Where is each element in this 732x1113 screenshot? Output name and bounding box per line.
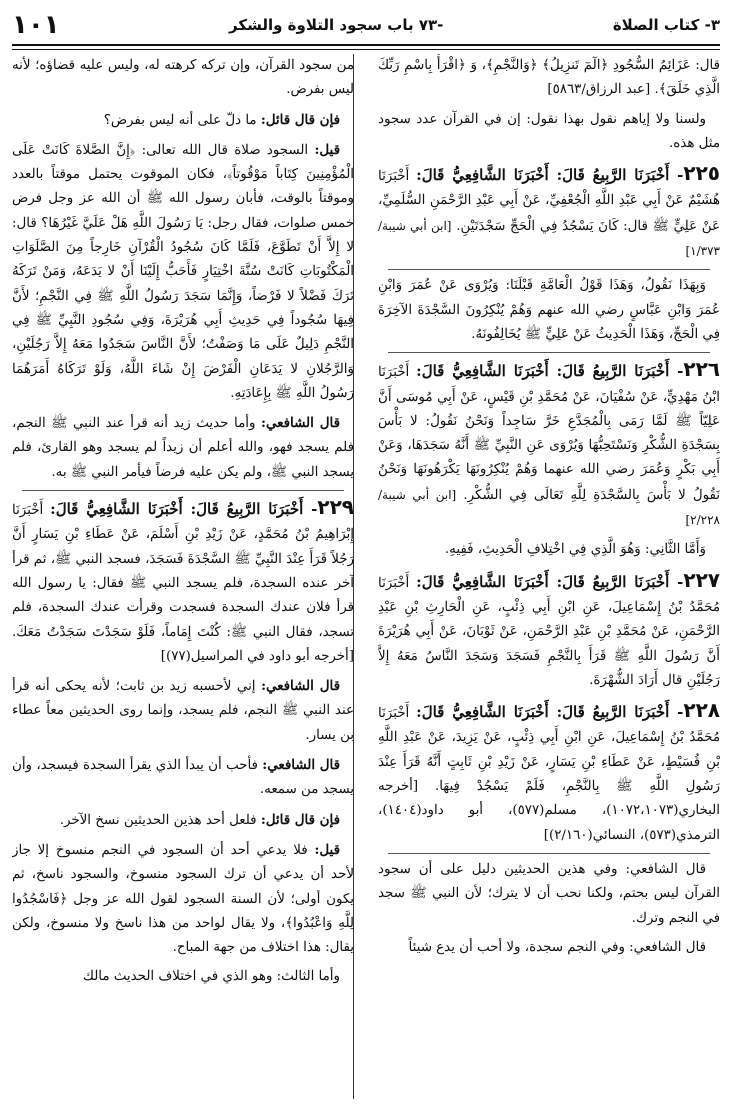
hadith-number: ٢٢٧ [683, 567, 720, 592]
header-rule [12, 44, 720, 50]
paragraph: قال الشافعي: وفي النجم سجدة، ولا أحب أن يدع شيئاً [408, 939, 706, 955]
hadith-text: أَخْبَرَنَا مُحَمَّدُ بْنُ إِسْمَاعِيلَ، عَنِ ابْنِ أَبِي ذِئْبٍ، عَنْ يَزِيدَ، عَنْ عَبْدِ اللَّهِ بْنِ قُسَيْطٍ، عَنْ عَطَاءِ بْنِ يَسَارٍ، عَنْ زَيْدِ بْنِ ثَابِتٍ أَنَّهُ قَرَأَ عِنْدَ رَسُولِ اللَّهِ ﷺ بِالنَّجْمِ، فَلَمْ يَسْجُدْ فِيهَا. [أخرجه البخاري(١٠٧٢،١٠٧٣)، مسلم(٥٧٧)، أبو داود(١٤٠٤)، الترمذي(٥٧٣)، النسائي(٢/١٦٠)] [378, 706, 720, 843]
paragraph-text: فلا يدعي أحد أن السجود في النجم منسوخ إلا جاز لأحد أن يدعي أن ترك السجود منسوخ، والسجود ناسخ، ثم يكون أولى؛ لأن السنة السجود لقول الله عز وجل ﴿فَاسْجُدُوا لِلَّهِ وَاعْبُدُوا﴾، ولا يقال لواحد من هذا ناسخ ولا منسوخ، ولكن يقال: هذا اختلاف من جهة المباح. [12, 842, 354, 956]
paragraph-text: ما دلّ على أنه ليس بفرض؟ [103, 112, 257, 128]
paragraph [12, 138, 354, 406]
page-header [12, 10, 720, 40]
page-body [12, 54, 720, 1104]
hadith-text: أَخْبَرَنَا إِبْرَاهِيمُ بْنُ مُحَمَّدٍ، عَنْ زَيْدِ بْنِ أَسْلَمَ، عَنْ عَطَاءِ بْنِ يَسَارٍ أَنَّ رَجُلاً قَرَأَ عِنْدَ النَّبِيِّ ﷺ السَّجْدَةَ فَسَجَدَ، فسجد النبي ﷺ، ثم قرأ آخر عنده السجدة، فلم يسجد النبي ﷺ فقال: يا رسول الله قرأ فلان عندك السجدة فسجدت وقرأت عندك السجدة، فلم تسجد، فقال النبي ﷺ: كُنْتَ إِمَاماً، فَلَوْ سَجَدْتَ سَجَدْتُ مَعَكَ. [أخرجه أبو داود في المراسيل(٧٧)] [12, 503, 354, 664]
paragraph-lead: قيل: [314, 841, 340, 858]
paragraph [12, 838, 354, 960]
hadith-number: ٢٢٦ [683, 357, 720, 382]
paragraph: قال الشافعي: وفي هذين الحديثين دليل على أن سجود القرآن ليس بحتم، ولكنا نحب أن لا يترك؛ لأن النبي ﷺ سجد في النجم وترك. [378, 861, 720, 926]
left-column [12, 54, 354, 1104]
hadith-text: أَخْبَرَنَا ابْنُ مَهْدِيٍّ، عَنْ سُفْيَانَ، عَنْ مُحَمَّدِ بْنِ قَيْسٍ، عَنْ أَبِي مُوسَى أَنَّ عَلِيّاً ﷺ لَمَّا رَمَى بِالْمُجَدَّعِ خَرَّ سَاجِداً وَنَحْنُ نَقُولُ: لا بَأْسَ بِسَجْدَةِ الشُّكْرِ وَنَسْتَحِبُّهَا وَيُرْوَى عَنِ النَّبِيِّ ﷺ أَنَّهُ سَجَدَهَا، وَعَنْ أَبِي بَكْرٍ وَعُمَرَ رضي الله عنهما وَهُمْ يُنْكِرُونَهَا يَكْرَهُونَهَا وَنَحْنُ نَقُولُ لا بَأْسَ بِالسَّجْدَةِ لِلَّهِ تَعَالَى فِي الشُّكْرِ. [378, 365, 720, 503]
hadith-227 [378, 568, 720, 693]
hadith-chain-head: - أَخْبَرَنَا الرَّبِيعُ قَالَ: أَخْبَرَنَا الشَّافِعِيُّ قَالَ: [416, 362, 684, 381]
hadith-chain-head: - أَخْبَرَنَا الرَّبِيعُ قَالَ: أَخْبَرَنَا الشَّافِعِيُّ قَالَ: [50, 500, 318, 519]
paragraph-text: وأما حديث زيد أنه قرأ عند النبي ﷺ النجم، فلم يسجد فهو، والله أعلم أن زيداً لم يسجد وهو القارئ، فلم يسجد النبي ﷺ، ولم يكن عليه فرضاً فيأمر النبي ﷺ به. [12, 416, 354, 480]
paragraph-text: فلعل أحد هذين الحديثين نسخ الآخر. [59, 812, 257, 828]
separator [388, 269, 710, 270]
chapter-title: -٧٣ باب سجود التلاوة والشكر [229, 16, 444, 34]
paragraph-lead: قال الشافعي: [261, 678, 340, 695]
paragraph: وَبِهَذَا نَقُولُ، وَهَذَا قَوْلُ الْعَامَّةِ قَبْلَنَا: وَيُرْوَى عَنْ عُمَرَ وَابْنِ عُمَرَ وَابْنِ عَبَّاسٍ رضي الله عنهم وَهُمْ يُنْكِرُونَ السَّجْدَةَ الآخِرَةَ فِي الْحَجِّ، وَهَذَا الْحَدِيثُ عَنْ عَلِيٍّ ﷺ يُخَالِفُونَهُ. [378, 278, 720, 342]
paragraph-text: فأحب أن يبدأ الذي يقرأ السجدة فيسجد، وأن يسجد من سمعه. [12, 758, 354, 798]
paragraph-text: السجود صلاة قال الله تعالى: ﴿إِنَّ الصَّلاةَ كَانَتْ عَلَى الْمُؤْمِنِينَ كِتَاباً مَوْقُوتاً﴾، فكان الموقوت يحتمل موقتاً بالعدد وموقتاً بالوقت، فأبان رسول الله ﷺ أن الله عز وجل فرض خمس صلوات، فقال رجل: يَا رَسُولَ اللَّهِ هَلْ عَلَيَّ غَيْرُهَا؟ قال: لا إِلاَّ أَنْ تَطَوَّعَ، فَلَمَّا كَانَ سُجُودُ الْقُرْآنِ خَارِجاً مِنَ الصَّلَوَاتِ الْمَكْتُوبَاتِ كَانَتْ سُنَّةَ اخْتِيَارٍ فَأَحَبُّ إِلَيْنَا أَنْ لا يَدَعَهُ، وَمَنْ تَرَكَهُ تَرَكَ فَضْلاً لا فَرْضاً، وَإِنَّمَا سَجَدَ رَسُولُ اللَّهِ ﷺ فِي النَّجْمِ؛ لأَنَّ فِيهَا سُجُوداً فِي حَدِيثِ أَبِي هُرَيْرَةَ، وَفِي سُجُودِ النَّبِيِّ ﷺ فِي النَّجْمِ دَلِيلٌ عَلَى مَا وَصَفْتُ؛ لأَنَّ النَّاسَ سَجَدُوا مَعَهُ إِلاَّ رَجُلَيْنِ، وَالرَّجُلانِ لا يَدَعَانِ الْفَرْضَ إِنْ شَاءَ اللَّهُ، وَلَوْ تَرَكَاهُ أَمَرَهُمَا رَسُولُ اللَّهِ ﷺ بِإِعَادَتِهِ. [12, 142, 354, 401]
paragraph-text: إني لأحسبه زيد بن ثابت؛ لأنه يحكى أنه قرأ عند النبي ﷺ النجم، فلم يسجد، وإنما روى الحديثين معاً عطاء بن يسار. [12, 679, 354, 743]
hadith-226 [378, 357, 720, 533]
hadith-number: ٢٢٨ [683, 698, 720, 723]
hadith-chain-head: - أَخْبَرَنَا الرَّبِيعُ قَالَ: أَخْبَرَنَا الشَّافِعِيُّ قَالَ: [416, 572, 684, 591]
hadith-225 [378, 161, 720, 264]
book-title: ٣- كتاب الصلاة [612, 16, 720, 34]
right-column [378, 54, 720, 1104]
paragraph [12, 411, 354, 485]
paragraph [12, 753, 354, 803]
paragraph-lead: قال الشافعي: [262, 757, 341, 774]
paragraph-lead: فإن قال قائل: [260, 111, 340, 128]
hadith-228 [378, 698, 720, 848]
hadith-source: [ابن أبي شيبة/٢/٢٢٨] [378, 487, 720, 528]
hadith-text: أَخْبَرَنَا مُحَمَّدُ بْنُ إِسْمَاعِيلَ، عَنِ ابْنِ أَبِي ذِئْبٍ، عَنِ الْحَارِثِ بْنِ عَبْدِ الرَّحْمَنِ، عَنْ مُحَمَّدِ بْنِ عَبْدِ الرَّحْمَنِ، عَنْ ثَوْبَانَ، عَنْ أَبِي هُرَيْرَةَ أَنَّ رَسُولَ اللَّهِ ﷺ قَرَأَ بِالنَّجْمِ فَسَجَدَ وَسَجَدَ النَّاسُ مَعَهُ إِلاَّ رَجُلَيْنِ قال أَرَادَ الشُّهْرَةَ. [378, 575, 720, 688]
hadith-number: ٢٢٥ [683, 161, 720, 186]
hadith-source: [ابن أبي شيبة/١/٣٧٣] [378, 218, 720, 259]
paragraph-lead: فإن قال قائل: [260, 811, 340, 828]
page-number: ١٠١ [12, 10, 60, 40]
paragraph: ولسنا ولا إياهم نقول بهذا نقول: إن في القرآن عدد سجود مثل هذه. [378, 111, 720, 151]
paragraph-lead: قال الشافعي: [261, 415, 340, 432]
hadith-chain-head: - أَخْبَرَنَا الرَّبِيعُ قَالَ: أَخْبَرَنَا الشَّافِعِيُّ قَالَ: [416, 166, 684, 185]
hadith-number: ٢٢٩ [317, 495, 354, 520]
hadith-229 [12, 495, 354, 669]
paragraph: وَأَمَّا الثَّانِي: وَهُوَ الَّذِي فِي اخْتِلافِ الْحَدِيثِ، فَفِيهِ. [444, 542, 706, 558]
paragraph-lead: قيل: [314, 141, 340, 158]
paragraph [12, 674, 354, 748]
hadith-chain-head: - أَخْبَرَنَا الرَّبِيعُ قَالَ: أَخْبَرَنَا الشَّافِعِيُّ قَالَ: [416, 703, 684, 722]
paragraph: من سجود القرآن، وإن تركه كرهته له، وليس عليه قضاؤه؛ لأنه ليس بفرض. [12, 58, 354, 98]
paragraph [12, 108, 354, 133]
paragraph: وأما الثالث: وهو الذي في اختلاف الحديث مالك [82, 969, 340, 985]
separator [388, 853, 710, 854]
hadith-text: أَخْبَرَنَا هُشَيْمٌ عَنْ أَبِي عَبْدِ اللَّهِ الْجُعْفِيِّ، عَنْ أَبِي عَبْدِ الرَّحْمَنِ السُّلَمِيِّ، عَنْ عَلِيٍّ ﷺ قال: كَانَ يَسْجُدُ فِي الْحَجِّ سَجْدَتَيْنِ. [378, 169, 720, 234]
separator [22, 490, 344, 491]
paragraph: قال: عَزَائِمُ السُّجُودِ ﴿الٓمٓ تَنزِيلُ﴾ ﴿وَالنَّجْمِ﴾، وَ ﴿اقْرَأْ بِاسْمِ رَبِّكَ الَّذِي خَلَقَ﴾. [عبد الرزاق/٥٨٦٣] [378, 58, 720, 98]
paragraph [12, 808, 354, 833]
separator [388, 352, 710, 353]
